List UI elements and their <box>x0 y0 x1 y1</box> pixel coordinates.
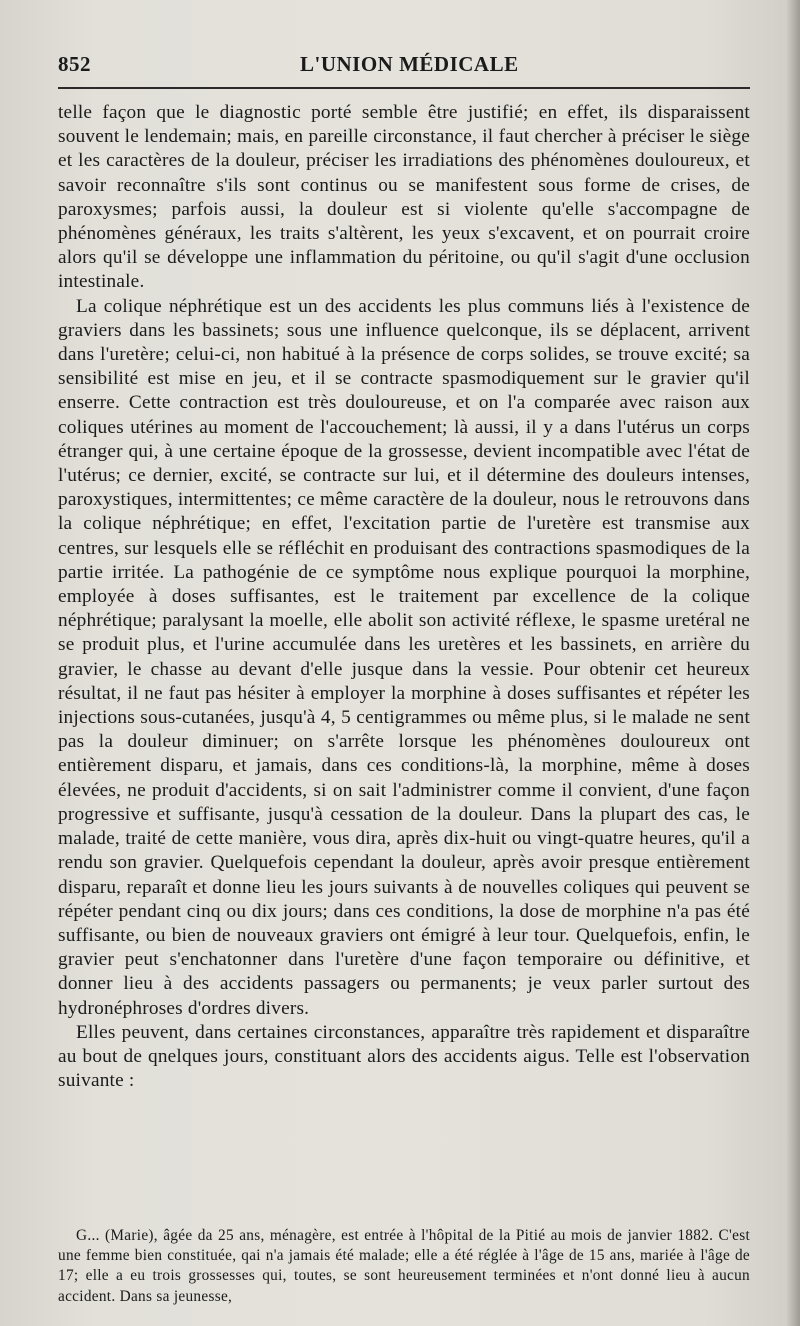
case-observation <box>58 1226 750 1307</box>
page-edge-shadow <box>786 0 800 1326</box>
paragraph-3: Elles peuvent, dans certaines circonstances, apparaître très rapidement et disparaître au bout de qnelques jours, constituant alors des accidents aigus. Telle est l'observation suivante : <box>58 1021 750 1092</box>
header-rule <box>58 87 750 89</box>
page-header <box>58 52 750 82</box>
page-number: 852 <box>58 52 91 76</box>
running-title: L'UNION MÉDICALE <box>300 52 519 76</box>
paragraph-2: La colique néphrétique est un des accidents les plus communs liés à l'existence de graviers dans les bassinets; sous une influence quelconque, ils se déplacent, arrivent dans l'uretère; celui-ci, non habitué à la présence de corps solides, se trouve excité; sa sensibilité est mise en jeu, et il se contracte spasmodiquement sur le gravier qu'il enserre. Cette contraction est très douloureuse, et on l'a comparée avec raison aux coliques utérines au moment de l'accouchement; là aussi, il y a dans l'utérus un corps étranger qui, à une certaine époque de la grossesse, devient incompatible avec l'état de l'utérus; ce dernier, excité, se contracte sur lui, et il détermine des douleurs intenses, paroxystiques, intermittentes; ce même caractère de la douleur, nous le retrouvons dans la colique néphrétique; en effet, l'excitation partie de l'uretère est transmise aux centres, sur lesquels elle se réfléchit en produisant des contractions spasmodiques de la partie irritée. La pathogénie de ce symptôme nous explique pourquoi la morphine, employée à doses suffisantes, est le traitement par excellence de la colique néphrétique; paralysant la moelle, elle abolit son activité réflexe, le spasme uretéral ne se produit plus, et l'urine accumulée dans les uretères et les bassinets, en arrière du gravier, le chasse au devant d'elle jusque dans la vessie. Pour obtenir cet heureux résultat, il ne faut pas hésiter à employer la morphine à doses suffisantes et répéter les injections sous-cutanées, jusqu'à 4, 5 centigrammes ou même plus, si le malade ne sent pas la douleur diminuer; on s'arrête lorsque les phénomènes douloureux ont entièrement disparu, et jamais, dans ces conditions-là, la morphine, même à doses élevées, ne produit d'accidents, si on sait l'administrer comme il convient, d'une façon progressive et suffisante, jusqu'à cessation de la douleur. Dans la plupart des cas, le malade, traité de cette manière, vous dira, après dix-huit ou vingt-quatre heures, qu'il a rendu son gravier. Quelquefois cependant la douleur, après avoir presque entièrement disparu, reparaît et donne lieu les jours suivants à de nouvelles coliques qui peuvent se répéter pendant cinq ou dix jours; dans ces conditions, la dose de morphine n'a pas été suffisante, ou bien de nouveaux graviers ont émigré à leur tour. Quelquefois, enfin, le gravier peut s'enchatonner dans l'uretère d'une façon temporaire ou définitive, et donner lieu à des accidents passagers ou permanents; je veux parler surtout des hydronéphroses d'ordres divers. <box>58 295 750 1019</box>
paragraph-1: telle façon que le diagnostic porté semble être justifié; en effet, ils disparaissent souvent le lendemain; mais, en pareille circonstance, il faut chercher à préciser le siège et les caractères de la douleur, préciser les irradiations des phénomènes douloureux, et savoir reconnaître s'ils sont continus ou se manifestent sous forme de crises, de paroxysmes; parfois aussi, la douleur est si violente qu'elle s'accompagne de phénomènes généraux, les traits s'altèrent, les yeux s'excavent, et on pourrait croire alors qu'il se développe une inflammation du péritoine, ou qu'il s'agit d'une occlusion intestinale. <box>58 102 750 293</box>
main-text <box>58 101 750 1093</box>
observation-text: G... (Marie), âgée da 25 ans, ménagère, est entrée à l'hôpital de la Pitié au mois de janvier 1882. C'est une femme bien constituée, qai n'a jamais été malade; elle a été réglée à l'âge de 15 ans, mariée à l'âge de 17; elle a eu trois grossesses qui, toutes, se sont heureusement terminées et n'ont donné lieu à aucun accident. Dans sa jeunesse, <box>58 1227 750 1305</box>
